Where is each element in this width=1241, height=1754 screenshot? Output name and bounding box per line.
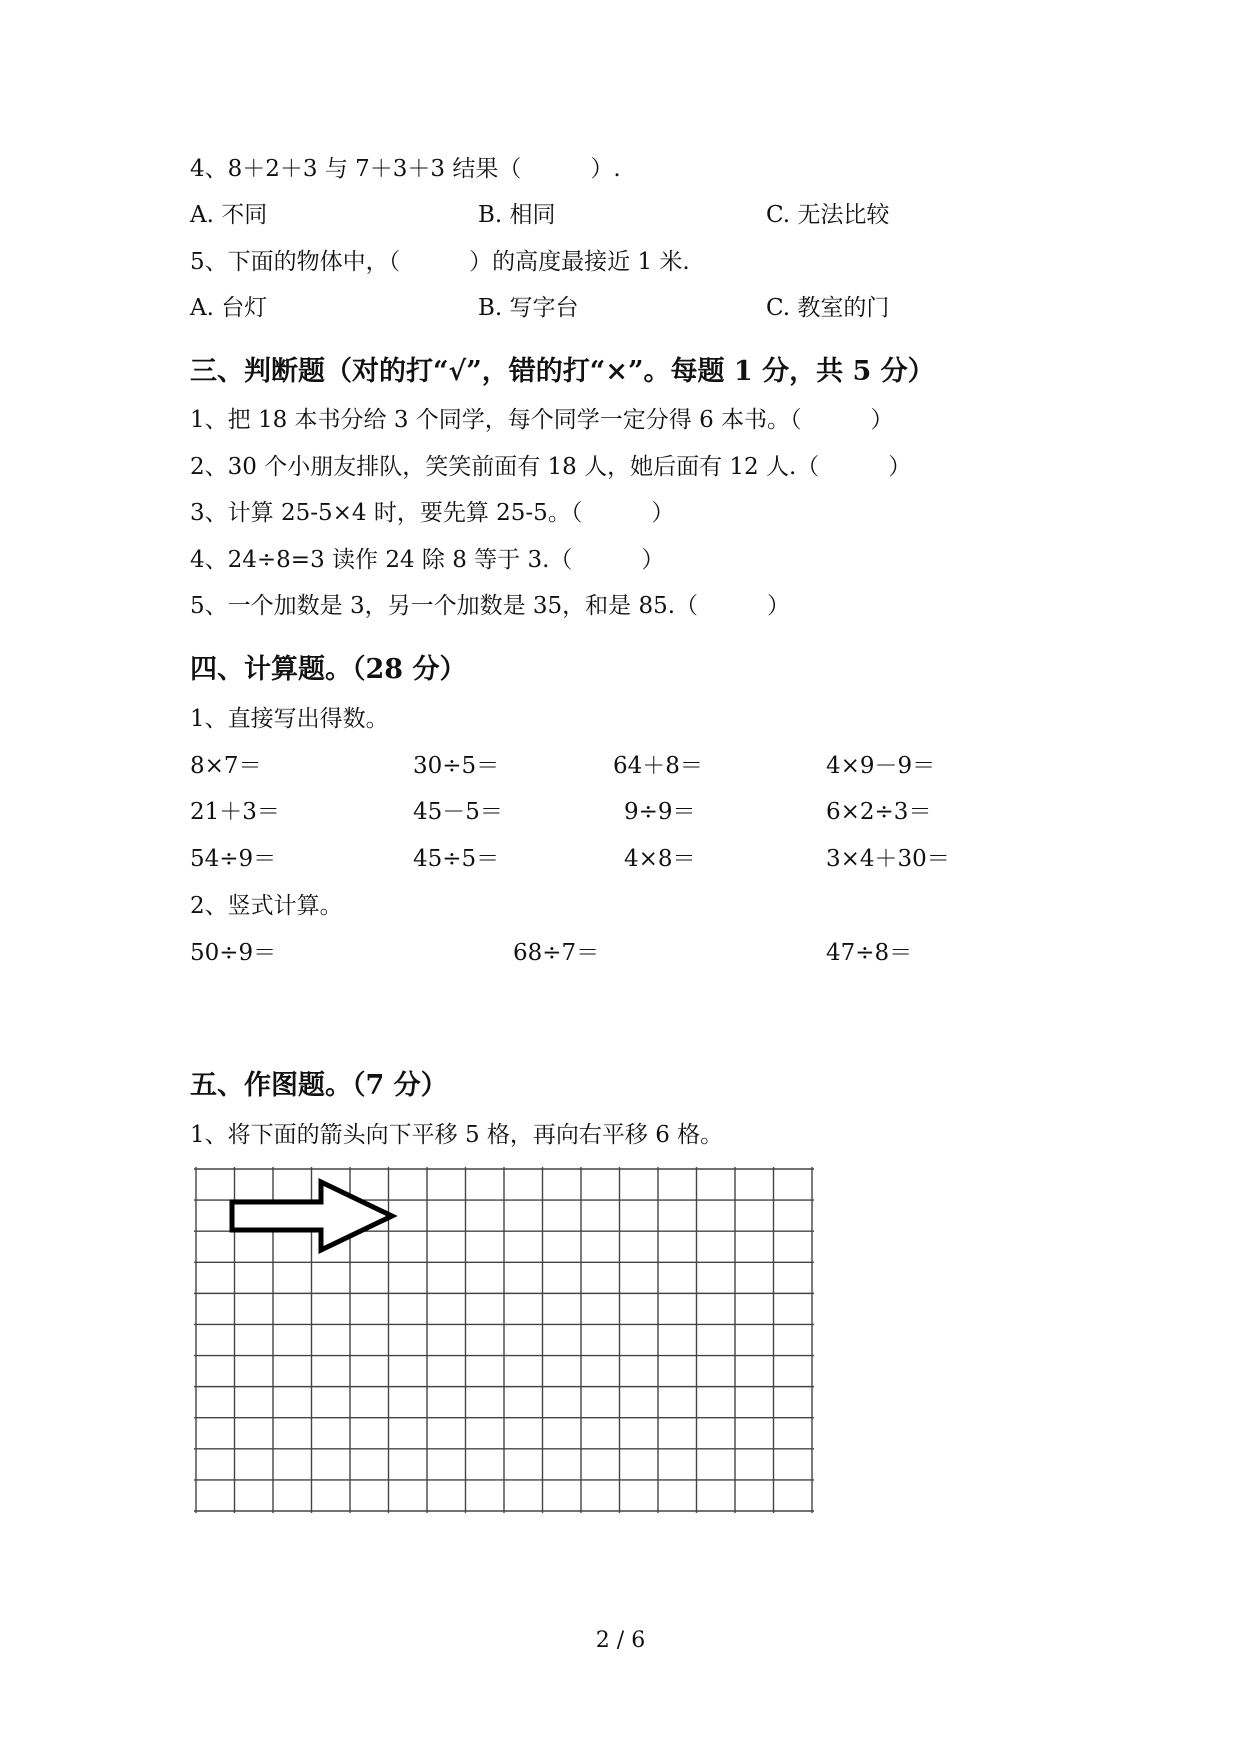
question-5: 5、下面的物体中，（ ）的高度最接近 1 米. <box>190 249 690 275</box>
judge-item-2: 2、30 个小朋友排队，笑笑前面有 18 人，她后面有 12 人.（ ） <box>190 454 912 480</box>
vertical-item: 50÷9＝ <box>190 940 277 966</box>
section-4-heading: 四、计算题。（28 分） <box>190 654 467 685</box>
calc-item: 4×8＝ <box>624 846 696 872</box>
judge-item-3: 3、计算 25-5×4 时，要先算 25-5。（ ） <box>190 500 675 526</box>
q4-option-b: B. 相同 <box>478 202 556 228</box>
calc-item: 8×7＝ <box>190 753 262 779</box>
calc-sub2: 2、竖式计算。 <box>190 893 343 919</box>
calc-item: 45÷5＝ <box>413 846 500 872</box>
calc-item: 45－5＝ <box>413 799 503 825</box>
q4-option-a: A. 不同 <box>190 202 268 228</box>
judge-item-5: 5、一个加数是 3，另一个加数是 35，和是 85.（ ） <box>190 593 791 619</box>
q5-option-a: A. 台灯 <box>190 295 268 321</box>
q5-option-c: C. 教室的门 <box>766 295 890 321</box>
vertical-item: 47÷8＝ <box>826 940 913 966</box>
question-4: 4、8＋2＋3 与 7＋3＋3 结果（ ）. <box>190 156 621 182</box>
drawing-grid <box>194 1167 814 1513</box>
draw-sub1: 1、将下面的箭头向下平移 5 格，再向右平移 6 格。 <box>190 1122 724 1148</box>
calc-item: 6×2÷3＝ <box>826 799 932 825</box>
calc-item: 3×4＋30＝ <box>826 846 950 872</box>
calc-sub1: 1、直接写出得数。 <box>190 706 389 732</box>
page-number: 2 / 6 <box>595 1628 646 1653</box>
q5-option-b: B. 写字台 <box>478 295 579 321</box>
calc-item: 64＋8＝ <box>613 753 703 779</box>
section-3-heading: 三、判断题（对的打“√”，错的打“×”。每题 1 分，共 5 分） <box>190 356 935 387</box>
calc-item: 4×9－9＝ <box>826 753 936 779</box>
q4-option-c: C. 无法比较 <box>766 202 890 228</box>
calc-item: 30÷5＝ <box>413 753 500 779</box>
calc-item: 9÷9＝ <box>624 799 696 825</box>
judge-item-4: 4、24÷8=3 读作 24 除 8 等于 3.（ ） <box>190 547 665 573</box>
calc-item: 54÷9＝ <box>190 846 277 872</box>
vertical-item: 68÷7＝ <box>513 940 600 966</box>
section-5-heading: 五、作图题。（7 分） <box>190 1070 448 1101</box>
calc-item: 21＋3＝ <box>190 799 280 825</box>
judge-item-1: 1、把 18 本书分给 3 个同学，每个同学一定分得 6 本书。（ ） <box>190 407 894 433</box>
